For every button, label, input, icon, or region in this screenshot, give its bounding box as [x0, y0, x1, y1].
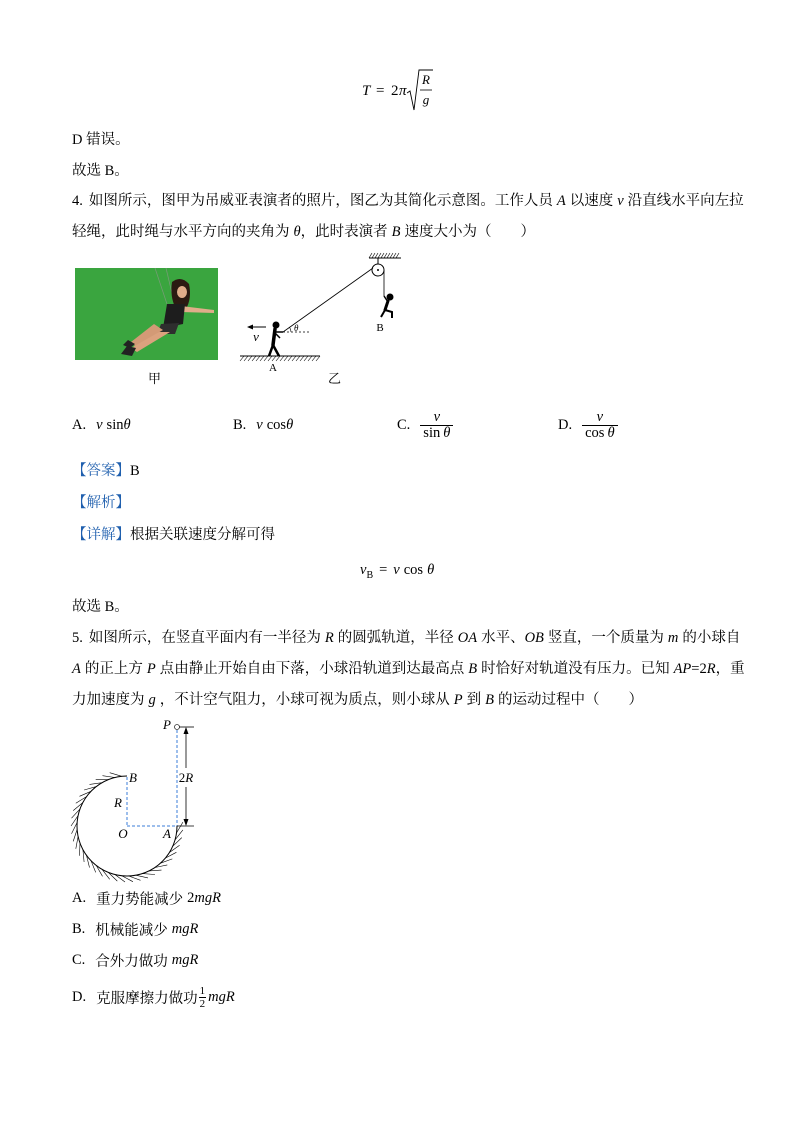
detail-text: 根据关联速度分解可得	[130, 527, 275, 543]
q5-stem-text: 力加速度为	[72, 692, 145, 708]
option-angle: θ	[443, 424, 451, 441]
dimension-arrow-up	[184, 727, 189, 734]
q5-option-b	[72, 915, 198, 943]
option-letter: A.	[72, 889, 87, 906]
option-text: 合外力做功	[95, 953, 168, 970]
option-expression: mgR	[208, 988, 235, 1005]
q5-number: 5.	[72, 630, 83, 646]
option-fraction	[420, 410, 453, 441]
performer-b-leg	[381, 310, 385, 317]
q4-stem-text: 以速度	[569, 193, 614, 209]
option-expression: mgR	[171, 920, 199, 937]
fraction-numerator: v	[433, 408, 441, 425]
option-d-verdict: D 错误。	[72, 132, 130, 148]
option-var-v: v	[96, 416, 103, 433]
angle-arc	[290, 327, 291, 332]
label-2r-coefficient: 2	[178, 770, 186, 785]
label-o: O	[118, 826, 128, 841]
option-angle: θ	[607, 424, 615, 441]
label-b: B	[129, 770, 137, 785]
q4-detail	[72, 525, 275, 545]
q5-stem-text: 时恰好对轨道没有压力。已知	[481, 661, 670, 677]
label-theta: θ	[294, 323, 299, 333]
q5-var: g	[148, 692, 156, 708]
q5-option-c	[72, 946, 198, 974]
q5-stem-text: 的圆弧轨道，半径	[337, 630, 454, 646]
formula-equals: =	[379, 562, 388, 578]
option-letter: B.	[233, 416, 247, 433]
label-2r	[179, 770, 194, 785]
period-formula	[355, 66, 440, 114]
pulley-axle	[377, 269, 379, 271]
q4-option-a	[72, 407, 131, 443]
performer-b-body	[385, 301, 388, 310]
q5-stem-text: =2	[691, 661, 707, 677]
option-letter: C.	[397, 416, 411, 433]
option-text: 克服摩擦力做功	[96, 990, 198, 1007]
q4-option-c	[397, 407, 453, 443]
q5-var: A	[72, 661, 81, 677]
label-a: A	[269, 362, 277, 374]
label-2r-variable: R	[185, 770, 194, 785]
q4-stem-text: 沿直线水平向左拉	[627, 193, 744, 209]
option-letter: D.	[558, 416, 573, 433]
option-function: sin	[106, 416, 124, 433]
option-function: cos	[266, 416, 287, 433]
ceiling-hatching	[369, 253, 399, 258]
q5-option-a	[72, 884, 221, 912]
q5-stem-line-1	[72, 628, 740, 648]
option-fraction	[582, 410, 617, 441]
q4-number: 4.	[72, 193, 83, 209]
answer-value: B	[130, 463, 140, 479]
q5-var: OA	[457, 630, 478, 646]
photo-caption: 甲	[148, 371, 162, 386]
fraction-numerator: 1	[199, 984, 206, 997]
detail-tag: 【详解】	[72, 527, 130, 543]
circular-track-diagram	[60, 710, 210, 885]
label-p: P	[163, 717, 171, 732]
q4-stem-text: 轻绳，此时绳与水平方向的夹角为	[72, 224, 290, 240]
worker-a-leg	[269, 345, 273, 356]
performer-photo	[75, 268, 218, 360]
q5-stem-text: 如图所示，在竖直平面内有一半径为	[88, 630, 321, 646]
fraction-denominator	[582, 425, 617, 441]
previous-choice: 故选 B。	[72, 163, 129, 179]
option-text: 重力势能减少	[96, 891, 184, 908]
q5-stem-text: ，重	[715, 661, 745, 677]
q4-stem-text: 如图所示，图甲为吊威亚表演者的照片，图乙为其简化示意图。工作人员	[88, 193, 553, 209]
performer-face	[177, 286, 187, 298]
dimension-arrow-down	[184, 819, 189, 826]
option-letter: A.	[72, 416, 87, 433]
performer-b-leg	[385, 310, 392, 318]
q5-stem-text: 竖直，一个质量为	[547, 630, 664, 646]
q4-answer	[72, 461, 140, 481]
label-v: v	[253, 329, 259, 344]
worker-a-head	[273, 322, 280, 329]
q5-stem-text: 的小球自	[682, 630, 741, 646]
q5-var: P	[146, 661, 156, 677]
formula-function: cos	[403, 562, 424, 578]
q5-var: OB	[524, 630, 544, 646]
formula-numerator: R	[422, 72, 430, 87]
q5-stem-text: 的运动过程中（ ）	[497, 692, 643, 708]
q4-var-b: B	[391, 224, 401, 240]
q4-var-theta: θ	[293, 224, 301, 240]
q4-var-a: A	[556, 193, 566, 209]
formula-coefficient: 2	[391, 83, 399, 99]
q5-var: B	[485, 692, 494, 708]
ball-at-p	[175, 725, 180, 730]
q4-stem-line-2	[72, 222, 535, 242]
option-angle: θ	[286, 416, 294, 433]
formula-period-symbol: T	[362, 83, 371, 99]
q4-analysis	[72, 493, 130, 513]
formula-denominator: g	[422, 92, 430, 107]
q4-velocity-formula	[360, 560, 434, 580]
q5-var: P	[453, 692, 463, 708]
q5-stem-text: 的正上方	[84, 661, 143, 677]
q5-var: AP	[673, 661, 692, 677]
q4-option-b	[233, 407, 293, 443]
q5-option-d	[72, 983, 235, 1011]
fraction-denominator	[420, 425, 453, 441]
option-letter: B.	[72, 920, 86, 937]
q5-stem-text: 水平、	[481, 630, 525, 646]
q5-stem-text: 点由静止开始自由下落，小球沿轨道到达最高点	[159, 661, 465, 677]
worker-a-body	[273, 329, 275, 345]
option-function: cos	[585, 424, 605, 441]
velocity-arrow-head	[247, 325, 253, 330]
option-letter: D.	[72, 988, 87, 1005]
formula-subscript: B	[366, 570, 374, 581]
ground-hatching	[240, 356, 320, 361]
label-a: A	[163, 826, 171, 841]
formula-pi: π	[399, 83, 407, 99]
q4-option-d	[558, 407, 618, 443]
option-text: 机械能减少	[95, 922, 168, 939]
option-half-fraction	[199, 985, 207, 1010]
formula-v: v	[360, 562, 367, 578]
q5-var: m	[667, 630, 679, 646]
q4-var-v: v	[617, 193, 624, 209]
performer-b-head	[387, 294, 394, 301]
option-expression: mgR	[194, 889, 221, 906]
q5-var: R	[324, 630, 334, 646]
label-b: B	[376, 322, 384, 334]
analysis-tag: 【解析】	[72, 495, 130, 511]
formula-angle: θ	[427, 562, 435, 578]
q5-var: R	[706, 661, 716, 677]
q5-var: B	[468, 661, 478, 677]
wire-diagram	[235, 250, 410, 375]
fraction-numerator: v	[596, 408, 604, 425]
q5-stem-text: 到	[466, 692, 482, 708]
q5-stem-text: ，不计空气阻力，小球可视为质点，则小球从	[159, 692, 450, 708]
option-var-v: v	[256, 416, 263, 433]
option-coefficient: 2	[187, 889, 195, 906]
label-r: R	[114, 795, 122, 810]
q4-choice: 故选 B。	[72, 599, 129, 615]
answer-tag: 【答案】	[72, 463, 130, 479]
worker-a-leg	[273, 345, 279, 356]
option-angle: θ	[123, 416, 131, 433]
formula-v: v	[393, 562, 400, 578]
fraction-denominator: 2	[199, 997, 206, 1010]
option-letter: C.	[72, 951, 86, 968]
q5-stem-line-3	[72, 690, 643, 710]
diagram-caption: 乙	[328, 371, 342, 386]
q4-stem-text: ，此时表演者	[300, 224, 388, 240]
option-function: sin	[423, 424, 441, 441]
q4-stem-line-1	[72, 191, 744, 211]
option-expression: mgR	[171, 951, 199, 968]
q5-stem-line-2	[72, 659, 745, 679]
q4-stem-text: 速度大小为（ ）	[404, 224, 535, 240]
formula-equals: =	[376, 83, 385, 99]
